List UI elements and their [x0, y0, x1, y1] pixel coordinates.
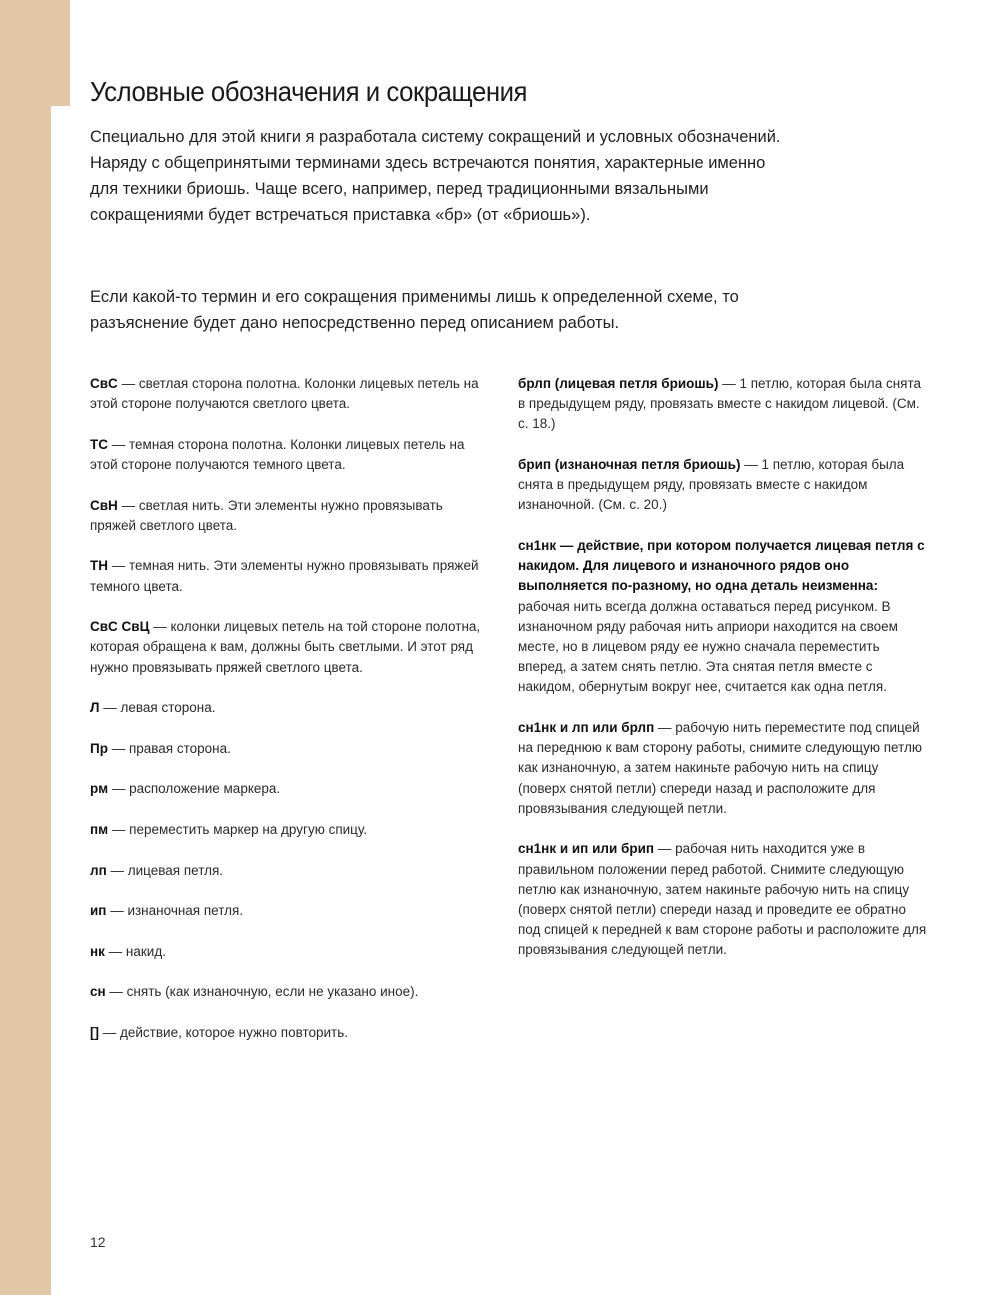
glossary-definition: — рабочую нить переместите под спицей на переднюю к вам сторону работы, снимите следующую петлю как изнаночную, а затем накиньте рабочую нить на спицу (поверх снятой петли) спереди назад и расположите для провязывания следующей петли. — [518, 720, 923, 816]
glossary-term: СвС СвЦ — [90, 619, 150, 635]
glossary-definition: — светлая нить. Эти элементы нужно провязывать пряжей светлого цвета. — [90, 497, 443, 533]
glossary-term: рм — [90, 781, 109, 797]
glossary-entry — [518, 839, 928, 960]
glossary-entry — [90, 435, 490, 475]
glossary-entry — [90, 374, 490, 414]
glossary-definition: — лицевая петля. — [106, 862, 224, 878]
glossary-entry — [90, 1023, 490, 1043]
glossary-entry — [90, 698, 490, 718]
glossary-term: СвН — [90, 497, 118, 513]
glossary-term: ТС — [90, 436, 108, 452]
glossary-term: брип (изнаночная петля бриошь) — [518, 457, 741, 472]
intro-paragraph-1: Специально для этой книги я разработала систему сокращений и условных обозначений. Наряду с общепринятыми терминами здесь встречаются понятия, характерные именно для техники бриошь. Чаще всего, например, перед традиционными вязальными сокращениями будет встречаться приставка «бр» (от «бриошь»). — [90, 128, 781, 224]
glossary-entry — [90, 739, 490, 759]
glossary-entry — [90, 982, 490, 1002]
page-number: 12 — [90, 1234, 106, 1250]
glossary-term: [] — [90, 1024, 99, 1040]
glossary-term: лп — [90, 862, 107, 878]
glossary-definition: — 1 петлю, которая была снята в предыдущем ряду, провязать вместе с накидом изнаночной. (См. с. 20.) — [518, 457, 905, 513]
glossary-definition: — темная сторона полотна. Колонки лицевых петель на этой стороне получаются темного цвета. — [90, 436, 465, 472]
glossary-term: ТН — [90, 558, 108, 574]
glossary-term: Л — [90, 700, 100, 716]
glossary-entry — [90, 779, 490, 799]
intro-paragraph-2: Если какой-то термин и его сокращения применимы лишь к определенной схеме, то разъяснение будет дано непосредственно перед описанием работы. — [90, 288, 739, 332]
glossary-term: брлп (лицевая петля бриошь) — [518, 376, 719, 391]
glossary-term: пм — [90, 821, 109, 837]
accent-side-band — [0, 0, 51, 1295]
glossary-definition: — накид. — [104, 943, 166, 959]
glossary-definition: — 1 петлю, которая была снята в предыдущем ряду, провязать вместе с накидом лицевой. (См. с. 18.) — [518, 376, 922, 432]
glossary-definition: — левая сторона. — [99, 700, 216, 716]
glossary-term: сн1нк и лп или брлп — [518, 720, 655, 736]
glossary-entry — [90, 942, 490, 962]
glossary-definition: — действие, которое нужно повторить. — [99, 1024, 349, 1040]
page-title: Условные обозначения и сокращения — [90, 76, 528, 107]
glossary-definition: рабочая нить всегда должна оставаться перед рисунком. В изнаночном ряду рабочая нить априори находится на своем месте, но в лицевом ряду ее нужно сначала переместить вперед, а затем снять петлю. Эта снятая петля вместе с накидом, обернутым вокруг нее, считается как одна петля. — [518, 598, 898, 695]
glossary-term: СвС — [90, 376, 118, 391]
glossary-entry — [518, 536, 928, 698]
glossary-term: сн1нк — действие, при котором получается лицевая петля с накидом. Для лицевого и изнаночного рядов оно выполняется по-разному, но одна деталь неизменна: — [518, 538, 925, 594]
glossary-entry — [90, 901, 490, 921]
glossary-definition: — расположение маркера. — [108, 781, 281, 797]
accent-top-band — [51, 0, 70, 106]
glossary-term: ип — [90, 903, 107, 919]
glossary-definition: — рабочая нить находится уже в правильном положении перед работой. Снимите следующую петлю как изнаночную, затем накиньте рабочую нить на спицу (поверх снятой петли) спереди назад и проведите ее обратно под спицей к передней к вам стороне работы и расположите для провязывания следующей петли. — [518, 841, 927, 958]
glossary-entry — [90, 820, 490, 840]
glossary-entry — [518, 374, 928, 435]
glossary-entry — [518, 455, 928, 516]
glossary-definition: — колонки лицевых петель на той стороне полотна, которая обращена к вам, должны быть светлыми. И этот ряд нужно провязывать пряжей светлого цвета. — [90, 619, 481, 675]
glossary-right-column — [518, 374, 928, 981]
glossary-term: сн1нк и ип или брип — [518, 841, 655, 857]
glossary-entry — [90, 861, 490, 881]
glossary-entry — [518, 718, 928, 819]
glossary-definition: — правая сторона. — [107, 740, 231, 756]
glossary-term: сн — [90, 984, 106, 1000]
glossary-term: Пр — [90, 740, 108, 756]
glossary-definition: — светлая сторона полотна. Колонки лицевых петель на этой стороне получаются светлого цвета. — [90, 376, 479, 412]
glossary-definition: — переместить маркер на другую спицу. — [108, 821, 368, 837]
glossary-entry — [90, 556, 490, 596]
glossary-definition: — темная нить. Эти элементы нужно провязывать пряжей темного цвета. — [90, 558, 479, 594]
glossary-term: нк — [90, 943, 105, 959]
glossary-entry — [90, 617, 490, 678]
glossary-left-column — [90, 374, 490, 1064]
glossary-definition: — снять (как изнаночную, если не указано иное). — [105, 984, 419, 1000]
glossary-definition: — изнаночная петля. — [106, 903, 244, 919]
glossary-entry — [90, 496, 490, 536]
